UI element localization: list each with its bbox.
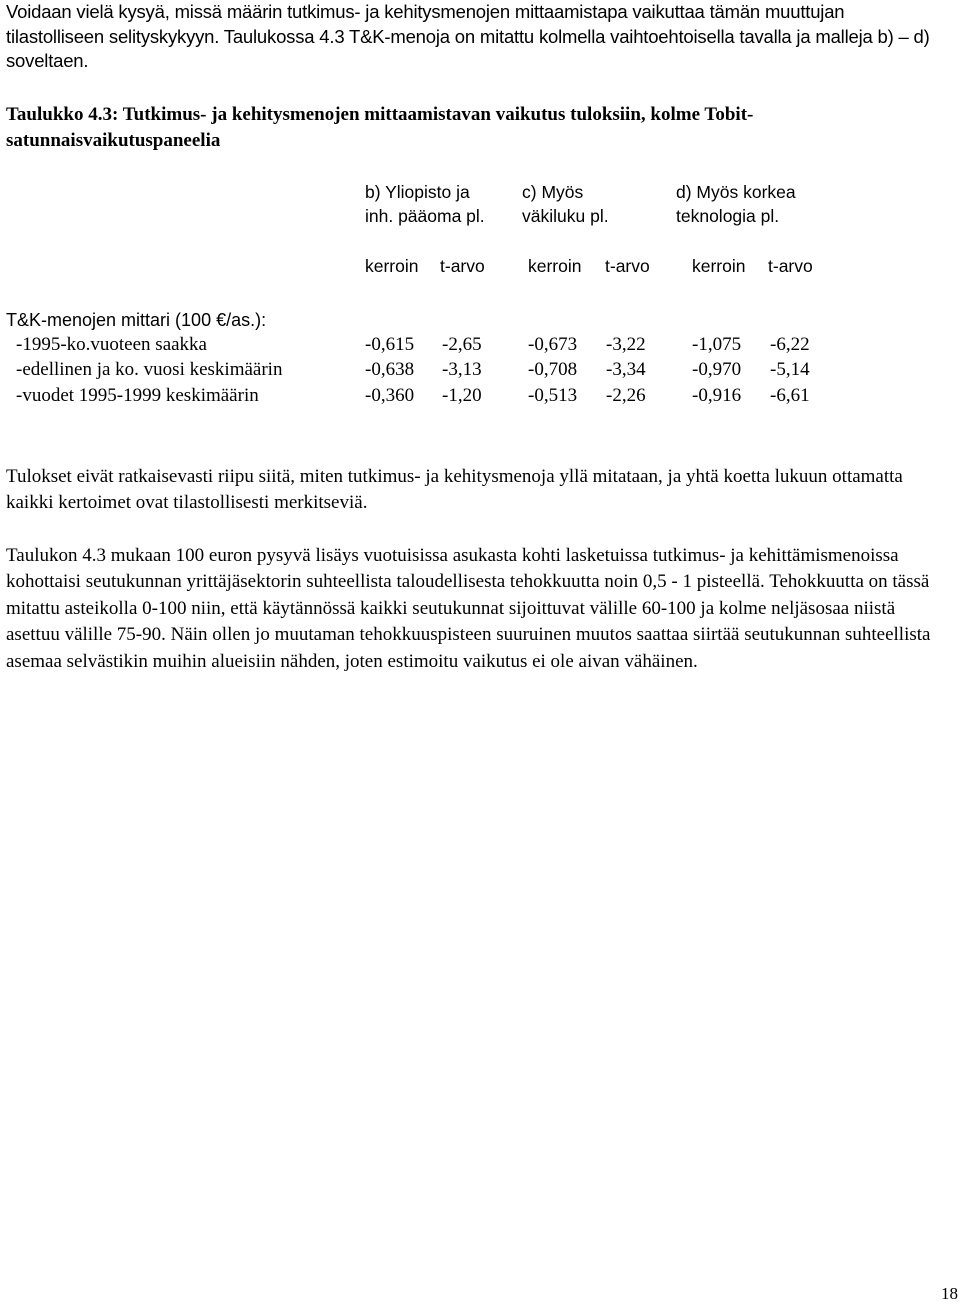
- cell-value: -0,916: [692, 385, 742, 406]
- cell-value: -0,673: [528, 334, 578, 355]
- cell-value: -0,970: [692, 359, 742, 380]
- cell-value: -1,20: [442, 385, 482, 406]
- column-b-header-line1: b) Yliopisto ja: [365, 182, 470, 202]
- results-paragraph: Tulokset eivät ratkaisevasti riipu siitä, miten tutkimus- ja kehitysmenoja yllä mitataan, ja yhtä koetta lukuun ottamatta kaikki kertoimet ovat tilastollisesti merkitseviä.: [6, 466, 903, 514]
- intro-paragraph: Voidaan vielä kysyä, missä määrin tutkimus- ja kehitysmenojen mittaamistapa vaikuttaa tämän muuttujan tilastolliseen selityskykyyn. Taulukossa 4.3 T&K-menoja on mitattu kolmella vaihtoehtoisella tavalla ja malleja b) – d) soveltaen.: [6, 1, 930, 71]
- column-c-coef-label: kerroin: [528, 256, 582, 276]
- column-b-header-line2: inh. pääoma pl.: [365, 206, 485, 226]
- cell-value: -0,708: [528, 359, 578, 380]
- table-title: Taulukko 4.3: Tutkimus- ja kehitysmenojen mittaamistavan vaikutus tuloksiin, kolme Tobit-satunnaisvaikutuspaneelia: [6, 104, 754, 151]
- cell-value: -6,22: [770, 334, 810, 355]
- cell-value: -5,14: [770, 359, 810, 380]
- cell-value: -1,075: [692, 334, 742, 355]
- row-label: -vuodet 1995-1999 keskimäärin: [16, 385, 259, 406]
- column-b-t-label: t-arvo: [440, 256, 485, 276]
- column-d-coef-label: kerroin: [692, 256, 746, 276]
- table-section-label: T&K-menojen mittari (100 €/as.):: [6, 310, 267, 330]
- cell-value: -0,513: [528, 385, 578, 406]
- cell-value: -3,22: [606, 334, 646, 355]
- cell-value: -6,61: [770, 385, 810, 406]
- row-label: -edellinen ja ko. vuosi keskimäärin: [16, 359, 283, 380]
- column-c-header-line1: c) Myös: [522, 182, 584, 202]
- cell-value: -0,615: [365, 334, 415, 355]
- interpretation-paragraph: Taulukon 4.3 mukaan 100 euron pysyvä lisäys vuotuisissa asukasta kohti lasketuissa tutkimus- ja kehittämismenoissa kohottaisi seutukunnan yrittäjäsektorin suhteellista taloudellisesta tehokkuutta noin 0,5 - 1 pisteellä. Tehokkuutta on tässä mitattu asteikolla 0-100 niin, että käytännössä kaikki seutukunnat sijoittuvat välille 60-100 ja kolme neljäsosaa niistä asettuu välille 75-90. Näin ollen jo muutaman tehokkuuspisteen suuruinen muutos saattaa siirtää seutukunnan suhteellista asemaa selvästikin muihin alueisiin nähden, joten estimoitu vaikutus ei ole aivan vähäinen.: [6, 545, 931, 672]
- page-number: 18: [941, 1284, 958, 1303]
- cell-value: -2,26: [606, 385, 646, 406]
- cell-value: -0,360: [365, 385, 415, 406]
- cell-value: -3,13: [442, 359, 482, 380]
- column-b-coef-label: kerroin: [365, 256, 419, 276]
- cell-value: -2,65: [442, 334, 482, 355]
- column-c-t-label: t-arvo: [605, 256, 650, 276]
- column-d-header-line1: d) Myös korkea: [676, 182, 796, 202]
- column-c-header-line2: väkiluku pl.: [522, 206, 609, 226]
- row-label: -1995-ko.vuoteen saakka: [16, 334, 207, 355]
- column-d-header-line2: teknologia pl.: [676, 206, 780, 226]
- cell-value: -0,638: [365, 359, 415, 380]
- cell-value: -3,34: [606, 359, 646, 380]
- column-d-t-label: t-arvo: [768, 256, 813, 276]
